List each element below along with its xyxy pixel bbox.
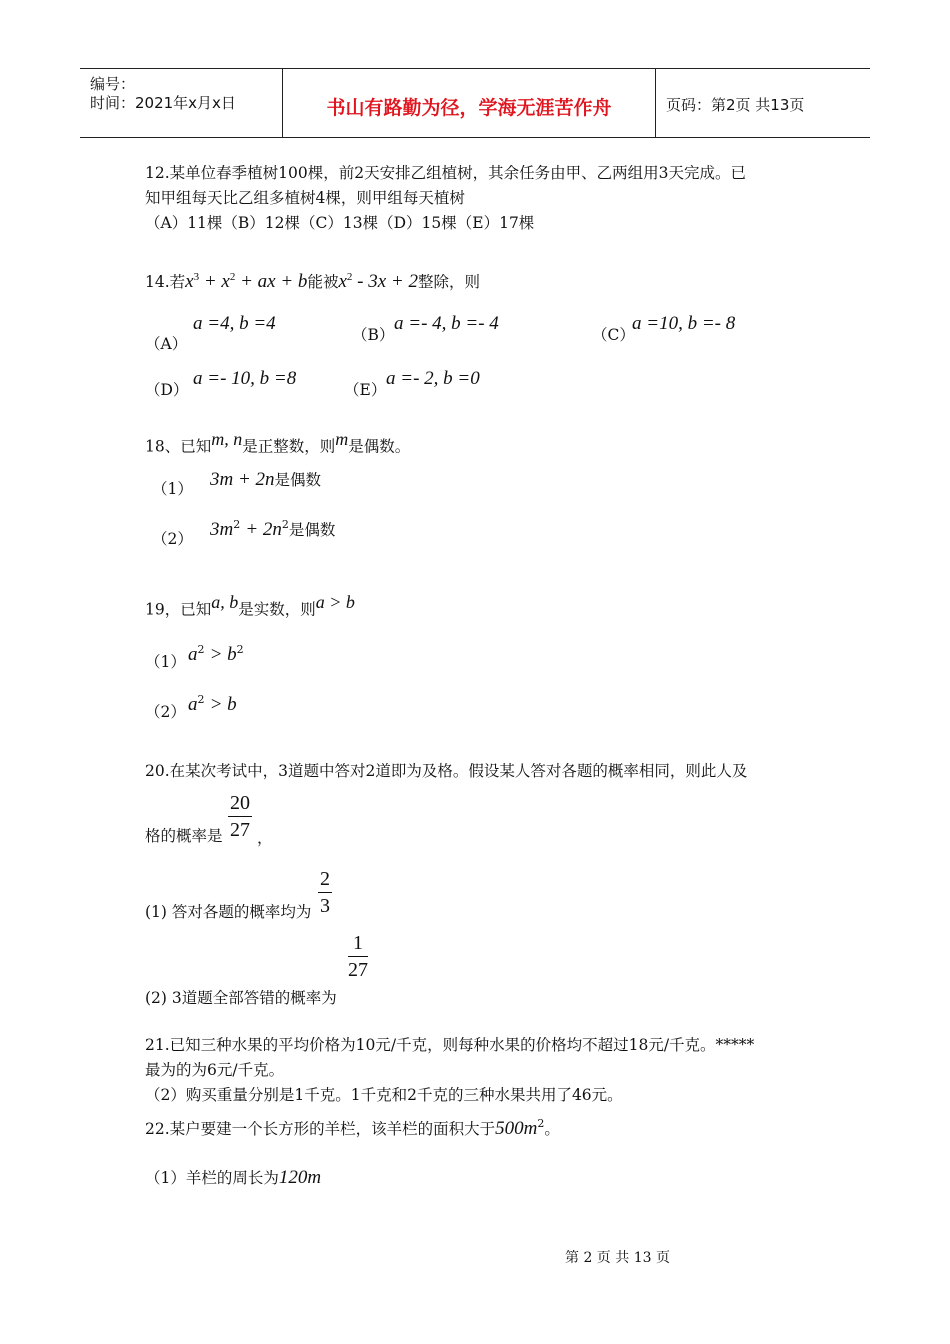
- q12-line1: 12.某单位春季植树100棵，前2天安排乙组植树，其余任务由甲、乙两组用3天完成。已: [145, 164, 746, 182]
- page-info: 页码：第2页 共13页: [666, 96, 805, 114]
- q14-opt-b: a =- 4, b =- 4: [394, 313, 499, 334]
- time-label: 时间：2021年x月x日: [90, 94, 236, 112]
- serial-label: 编号：: [90, 75, 136, 93]
- q20-line1: 20.在某次考试中，3道题中答对2道即为及格。假设某人答对各题的概率相同，则此人及: [145, 762, 748, 780]
- q21-line3: （2）购买重量分别是1千克。1千克和2千克的三种水果共用了46元。: [145, 1086, 623, 1104]
- q14-opt-d: a =- 10, b =8: [193, 368, 297, 389]
- q14-opt-d-label: （D）: [145, 381, 189, 399]
- q19-c1: $a^2 > b^2$: [188, 643, 244, 665]
- page-header: [80, 68, 870, 138]
- q14-mid: 能被: [307, 273, 339, 291]
- q20-c2-fraction: $\frac{1}{27}$: [348, 932, 368, 981]
- q14-stem: [145, 270, 480, 293]
- q19-c2-label: （2）: [145, 703, 186, 721]
- q20-c1-fraction: $\frac{2}{3}$: [320, 868, 330, 917]
- q19-stem: 19，已知$^{a, b}$是实数，则$^{a > b}$: [145, 592, 355, 619]
- q21-line2: 最为的为6元/千克。: [145, 1061, 285, 1079]
- header-page-cell: [656, 69, 870, 137]
- q14-opt-e-label: （E）: [344, 381, 387, 399]
- q14-opt-e: a =- 2, b =0: [386, 368, 480, 389]
- q20-line2-tail: ，: [257, 829, 273, 847]
- q14-opt-c: a =10, b =- 8: [632, 313, 736, 334]
- q20-c2: (2) 3道题全部答错的概率为: [145, 989, 337, 1007]
- q14-expr2: $x^2 - 3x + 2$: [338, 271, 418, 292]
- q20-line2: 格的概率是: [145, 827, 223, 845]
- q12-options: （A）11棵（B）12棵（C）13棵（D）15棵（E）17棵: [145, 214, 535, 232]
- q18-c1: 3m + 2n是偶数: [210, 469, 322, 490]
- q14-opt-a: a =4, b =4: [193, 313, 276, 334]
- q22-c1: （1）羊栏的周长为120m: [145, 1167, 322, 1188]
- q14-opt-b-label: （B）: [352, 326, 395, 344]
- q19-c2: $a^2 > b$: [188, 693, 237, 715]
- q20-c1: (1) 答对各题的概率均为: [145, 903, 312, 921]
- q14-suffix: 整除，则: [417, 273, 480, 291]
- q19-c1-label: （1）: [145, 653, 186, 671]
- q22-line1: 22.某户要建一个长方形的羊栏，该羊栏的面积大于$500m^2$。: [145, 1117, 560, 1139]
- header-motto-cell: [283, 69, 656, 137]
- q14-opt-a-label: （A）: [145, 335, 188, 353]
- q18-c1-label: （1）: [152, 480, 193, 498]
- q18-stem: 18、已知$^{m, n}$是正整数，则$^m$是偶数。: [145, 429, 411, 456]
- header-meta-cell: [80, 69, 283, 137]
- q14-prefix: 14.若: [145, 273, 186, 291]
- q12-line2: 知甲组每天比乙组多植树4棵，则甲组每天植树: [145, 189, 465, 207]
- q21-line1: 21.已知三种水果的平均价格为10元/千克，则每种水果的价格均不超过18元/千克。*****: [145, 1036, 755, 1054]
- q14-expr1: $x^3 + x^2$ + ax + b: [185, 271, 308, 292]
- q18-c2: $3m^2 + 2n^2$是偶数: [210, 518, 336, 540]
- q20-probability-fraction: $\frac{20}{27}$: [230, 792, 250, 841]
- q14-opt-c-label: （C）: [592, 326, 635, 344]
- q18-c2-label: （2）: [152, 530, 193, 548]
- motto: 书山有路勤为径，学海无涯苦作舟: [326, 97, 612, 119]
- page-footer: 第 2 页 共 13 页: [565, 1250, 670, 1266]
